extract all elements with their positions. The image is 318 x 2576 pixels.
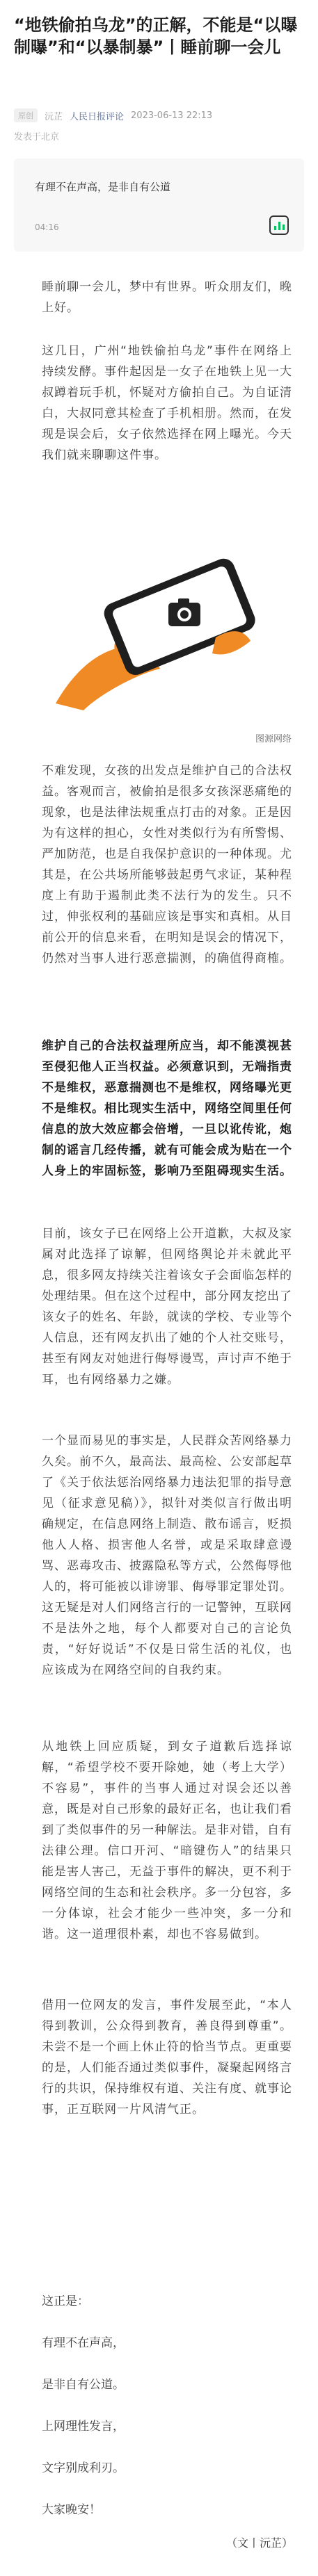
paragraph-5: 一个显而易见的事实是，人民群众苦网络暴力久矣。前不久，最高法、最高检、公安部起草了《关于依法惩治网络暴力违法犯罪的指导意见（征求意见稿）》，拟针对类似言行做出明确规定，在信息网络上制造、散布谣言，贬损他人人格、损害他人名誉，或是采取肆意谩骂、恶毒攻击、披露隐私等方式，公然侮辱他人的，将可能被以诽谤罪、侮辱罪定罪处罚。这无疑是对人们网络言行的一记警钟，互联网不是法外之地，每个人都要对自己的言论负责，“好好说话”不仅是日常生活的礼仪，也应该成为在网络空间的自我约束。 xyxy=(42,1434,292,1677)
audio-bars-icon[interactable] xyxy=(269,215,289,235)
audio-title: 有理不在声高，是非自有公道 xyxy=(35,181,171,193)
author-name: 沅芷 xyxy=(45,111,63,122)
author-signature: （文丨沅芷） xyxy=(225,2536,293,2550)
image-caption: 图源网络 xyxy=(255,734,292,744)
paragraph-4: 目前，该女子已在网络上公开道歉，大叔及家属对此选择了谅解，但网络舆论并未就此平息，很多网友持续关注着该女子会面临怎样的处理结果。但在这个过程中，部分网友挖出了该女子的姓名、年龄，就读的学校、专业等个人信息，还有网友扒出了她的个人社交账号，甚至有网友对她进行侮辱谩骂，声讨声不绝于耳，也有网络暴力之嫌。 xyxy=(42,1227,292,1387)
illustration-phone-image xyxy=(42,537,292,710)
closing-line-5: 大家晚安！ xyxy=(42,2503,101,2517)
article-title: “地铁偷拍乌龙”的正解，不能是“以曝制曝”和“以暴制暴”丨睡前聊一会儿 xyxy=(14,15,298,57)
paragraph-1: 这几日，广州“地铁偷拍乌龙”事件在网络上持续发酵。事件起因是一女子在地铁上见一大叔蹲着玩手机，怀疑对方偷拍自己。为自证清白，大叔同意其检查了手机相册。然而，在发现是误会后，女子依然选择在网上曝光。今天我们就来聊聊这件事。 xyxy=(42,344,292,462)
closing-lead: 这正是： xyxy=(42,2294,89,2308)
paragraph-3: 维护自己的合法权益理所应当，却不能漠视甚至侵犯他人正当权益。必须意识到，无端指责不是维权，恶意揣测也不是维权，网络曝光更不是维权。相比现实生活中，网络空间里任何信息的放大效应都会倍增，一旦以讹传讹，炮制的谣言几经传播，就有可能会成为贴在一个人身上的牢固标签，影响乃至阻碍现实生活。 xyxy=(42,1039,292,1178)
closing-line-1: 有理不在声高， xyxy=(42,2336,125,2350)
intro-paragraph: 睡前聊一会儿，梦中有世界。听众朋友们，晚上好。 xyxy=(42,280,292,315)
article-meta xyxy=(14,108,306,122)
paragraph-7: 借用一位网友的发言，事件发展至此，“本人得到教训，公众得到教育，善良得到尊重”。未尝不是一个画上休止符的恰当节点。更重要的是，人们能否通过类似事件，凝聚起网络言行的共识，保持维权有道、关注有度、就事论事，正互联网一片风清气正。 xyxy=(42,1998,292,2117)
source-account-link[interactable]: 人民日报评论 xyxy=(70,111,125,122)
closing-line-4: 文字别成利刃。 xyxy=(42,2461,125,2475)
publish-datetime: 2023-06-13 22:13 xyxy=(131,110,213,121)
publish-location: 发表于北京 xyxy=(14,132,60,142)
original-badge: 原创 xyxy=(14,108,38,122)
camera-icon xyxy=(168,598,200,626)
paragraph-2: 不难发现，女孩的出发点是维护自己的合法权益。客观而言，被偷拍是很多女孩深恶痛绝的现象，也是法律法规重点打击的对象。正是因为有这样的担心，女性对类似行为有所警惕、严加防范，也是自我保护意识的一种体现。尤其是，在公共场所能够鼓起勇气求证，某种程度上有助于遏制此类不法行为的发生。只不过，伸张权利的基础应该是事实和真相。从目前公开的信息来看，在明知是误会的情况下，仍然对当事人进行恶意揣测，的确值得商榷。 xyxy=(42,764,292,965)
closing-line-2: 是非自有公道。 xyxy=(42,2378,125,2392)
audio-duration: 04:16 xyxy=(35,222,59,232)
paragraph-6: 从地铁上回应质疑，到女子道歉后选择谅解，“希望学校不要开除她，她（考上大学）不容易”，事件的当事人通过对误会还以善意，既是对自己形象的最好正名，也让我们看到了类似事件的另一种解法。是非对错，自有法律公理。信口开河、“暗键伤人”的结果只能是害人害己，无益于事件的解决，更不利于网络空间的生态和社会秩序。多一分包容，多一分体谅，社会才能少一些冲突，多一分和谐。这一道理很朴素，却也不容易做到。 xyxy=(42,1740,292,1941)
closing-line-3: 上网理性发言， xyxy=(42,2420,125,2434)
audio-player[interactable] xyxy=(14,158,304,252)
